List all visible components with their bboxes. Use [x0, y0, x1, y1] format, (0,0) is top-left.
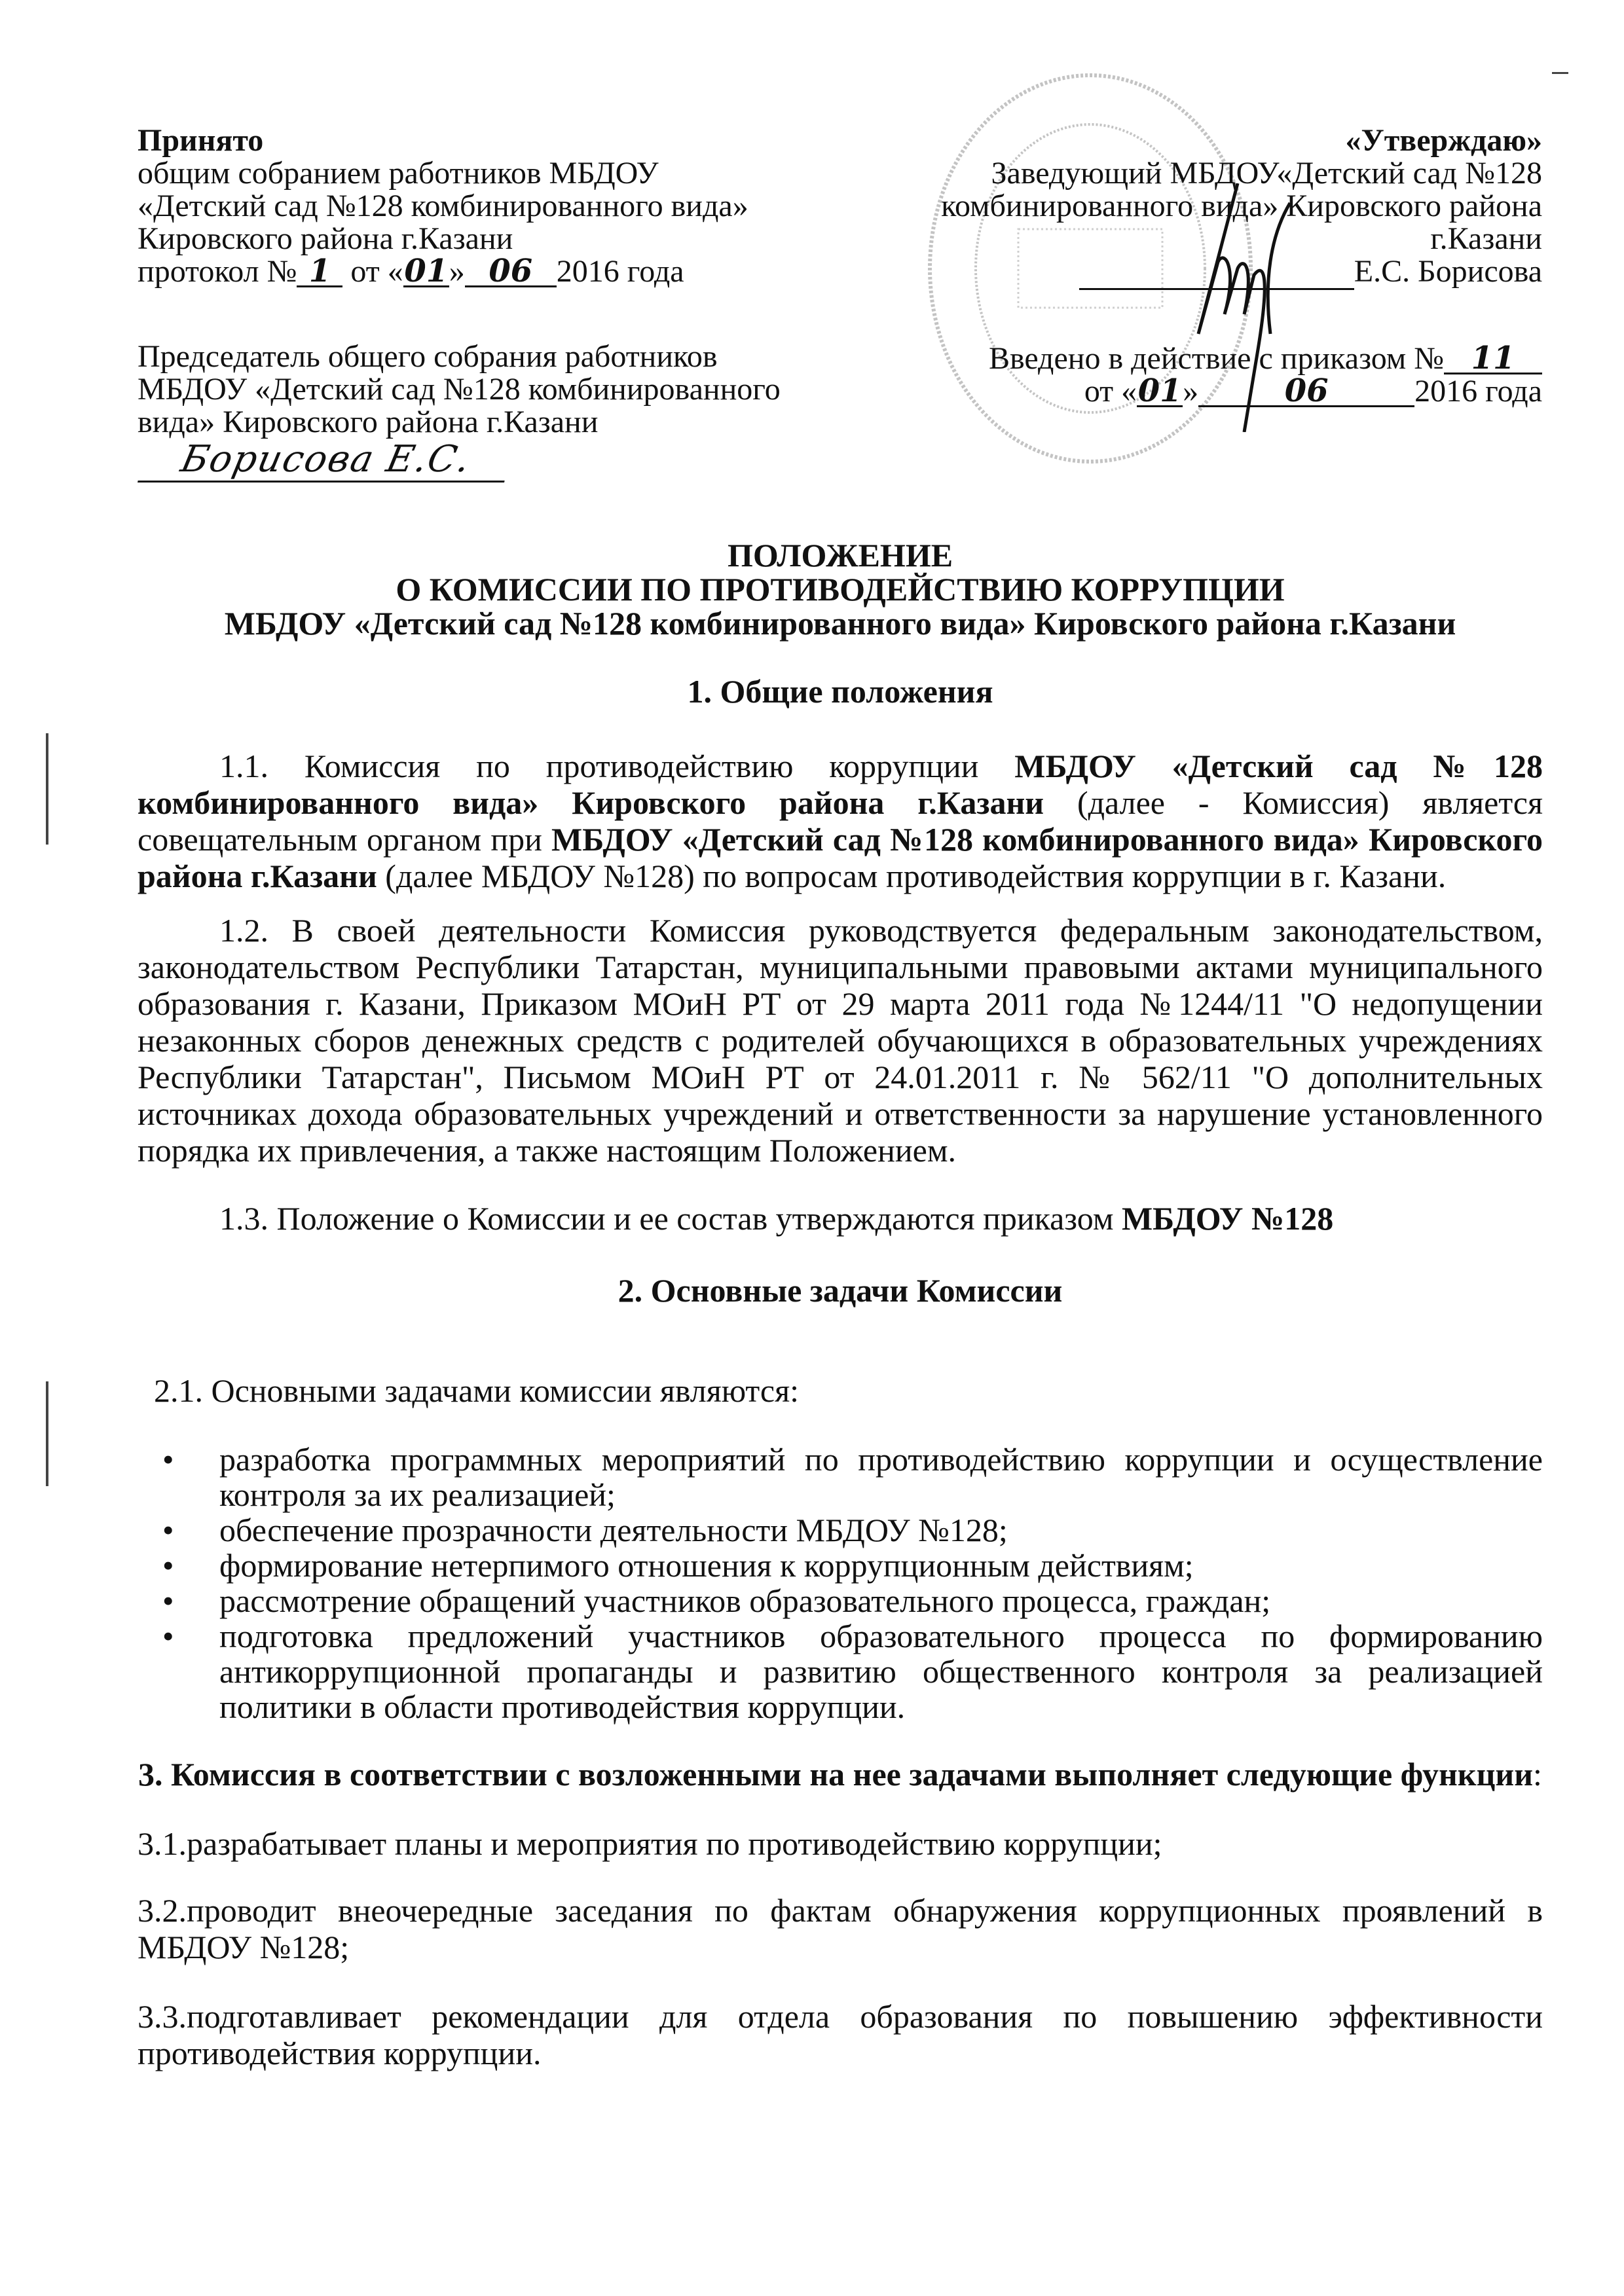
order-from-label: от «: [1084, 374, 1137, 409]
order-month: 06: [1198, 376, 1414, 407]
approve-line: г.Казани: [1430, 221, 1542, 256]
accepted-line: «Детский сад №128 комбинированного вида»: [138, 189, 748, 223]
scan-mark: [1552, 72, 1568, 74]
paragraph-1-1: [138, 748, 1543, 894]
list-item: [138, 1618, 1543, 1724]
quote-close: »: [449, 254, 465, 289]
paragraph-3-3: 3.3.подготавливает рекомендации для отдела образования по повышению эффективности противодействия коррупции.: [138, 1998, 1543, 2071]
approve-line: комбинированного вида» Кировского района: [941, 189, 1542, 223]
chair-line: вида» Кировского района г.Казани: [138, 405, 599, 439]
bullet-icon: •: [162, 1512, 174, 1548]
list-item-text: рассмотрение обращений участников образовательного процесса, граждан;: [219, 1582, 1271, 1619]
list-item: [138, 1583, 1543, 1618]
paragraph-3-1: 3.1.разрабатывает планы и мероприятия по противодействию коррупции;: [138, 1825, 1162, 1862]
tasks-list: [138, 1442, 1543, 1724]
protocol-from-label: от «: [350, 254, 403, 289]
list-item-text: подготовка предложений участников образовательного процесса по формированию антикоррупционной пропаганды и развитию общественного контроля за реализацией политики в области противодействия коррупции.: [219, 1618, 1543, 1725]
order-year: 2016 года: [1414, 374, 1542, 409]
protocol-label: протокол №: [138, 254, 297, 289]
list-item: [138, 1512, 1543, 1548]
accepted-title: Принято: [138, 123, 264, 158]
org-name: МБДОУ «Детский сад №128 комбинированного вида» Кировского района г.Казани: [138, 748, 1543, 821]
signer-name: Е.С. Борисова: [1354, 254, 1542, 289]
approve-title: «Утверждаю»: [1345, 123, 1542, 158]
heading-text: 3. Комиссия в соответствии с возложенными на нее задачами выполняет следующие функции: [138, 1756, 1534, 1793]
text: (далее МБДОУ №128) по вопросам противодействия коррупции в г. Казани.: [377, 858, 1447, 894]
quote-close: »: [1183, 374, 1199, 409]
list-item-text: разработка программных мероприятий по противодействию коррупции и осуществление контроля за их реализацией;: [219, 1441, 1543, 1513]
protocol-month: 06: [465, 257, 557, 287]
bullet-icon: •: [162, 1547, 174, 1584]
title-line-3: МБДОУ «Детский сад №128 комбинированного вида» Кировского района г.Казани: [224, 605, 1456, 642]
bullet-icon: •: [162, 1618, 174, 1654]
accepted-line: Кировского района г.Казани: [138, 221, 513, 256]
scan-mark: [46, 1381, 48, 1486]
list-item: [138, 1442, 1543, 1512]
protocol-line: [138, 255, 792, 288]
protocol-number: 1: [297, 257, 342, 287]
bullet-icon: •: [162, 1441, 174, 1478]
director-signature: [1139, 183, 1310, 432]
chair-line: МБДОУ «Детский сад №128 комбинированного: [138, 372, 781, 407]
org-name: МБДОУ №128: [1121, 1200, 1334, 1237]
protocol-day: 01: [404, 253, 449, 289]
order-number: 11: [1444, 344, 1542, 374]
bullet-icon: •: [162, 1582, 174, 1619]
order-label: Введено в действие с приказом №: [988, 341, 1444, 376]
chair-line: Председатель общего собрания работников: [138, 339, 718, 374]
paragraph-3-2: 3.2.проводит внеочередные заседания по фактам обнаружения коррупционных проявлений в МБДОУ №128;: [138, 1892, 1543, 1965]
order-day: 01: [1137, 373, 1182, 409]
paragraph-2-1: 2.1. Основными задачами комиссии являются:: [154, 1372, 799, 1409]
chair-signature: Борисова Е.С.: [138, 439, 513, 483]
list-item: [138, 1548, 1543, 1583]
section-2-heading: 2. Основные задачи Комиссии: [618, 1272, 1063, 1309]
section-3-heading: [138, 1757, 1543, 1791]
document-title: [138, 538, 1543, 640]
text: 1.1. Комиссия по противодействию коррупции: [219, 748, 1015, 784]
section-1-heading: 1. Общие положения: [687, 673, 993, 710]
colon: :: [1533, 1756, 1542, 1793]
chair-block: [138, 340, 792, 483]
approve-line: Заведующий МБДОУ«Детский сад №128: [991, 156, 1542, 191]
title-line-2: О КОМИССИИ ПО ПРОТИВОДЕЙСТВИЮ КОРРУПЦИИ: [396, 571, 1285, 608]
list-item-text: обеспечение прозрачности деятельности МБДОУ №128;: [219, 1512, 1008, 1548]
paragraph-1-2: 1.2. В своей деятельности Комиссия руководствуется федеральным законодательством, законодательством Республики Татарстан, муниципальными правовыми актами муниципального образования г. Казани, Приказом МОиН РТ от 29 марта 2011 года №1244/11 "О недопущении незаконных сборов денежных средств с родителей обучающихся в образовательных учреждениях Республики Татарстан", Письмом МОиН РТ от 24.01.2011 г. № 562/11 "О дополнительных источниках дохода образовательных учреждений и ответственности за нарушение установленного порядка их привлечения, а также настоящим Положением.: [138, 912, 1543, 1169]
paragraph-1-3: [138, 1200, 1543, 1237]
list-item-text: формирование нетерпимого отношения к коррупционным действиям;: [219, 1547, 1194, 1584]
text: 1.3. Положение о Комиссии и ее состав утверждаются приказом: [219, 1200, 1122, 1237]
scan-mark: [46, 733, 48, 845]
accepted-block: [138, 124, 792, 288]
protocol-year: 2016 года: [556, 254, 684, 289]
org-name: МБДОУ «Детский сад №128 комбинированного вида» Кировского района г.Казани: [138, 821, 1543, 894]
text: (далее - Комиссия) является совещательным органом при: [138, 784, 1543, 858]
accepted-line: общим собранием работников МБДОУ: [138, 156, 659, 191]
title-line-1: ПОЛОЖЕНИЕ: [727, 537, 953, 574]
